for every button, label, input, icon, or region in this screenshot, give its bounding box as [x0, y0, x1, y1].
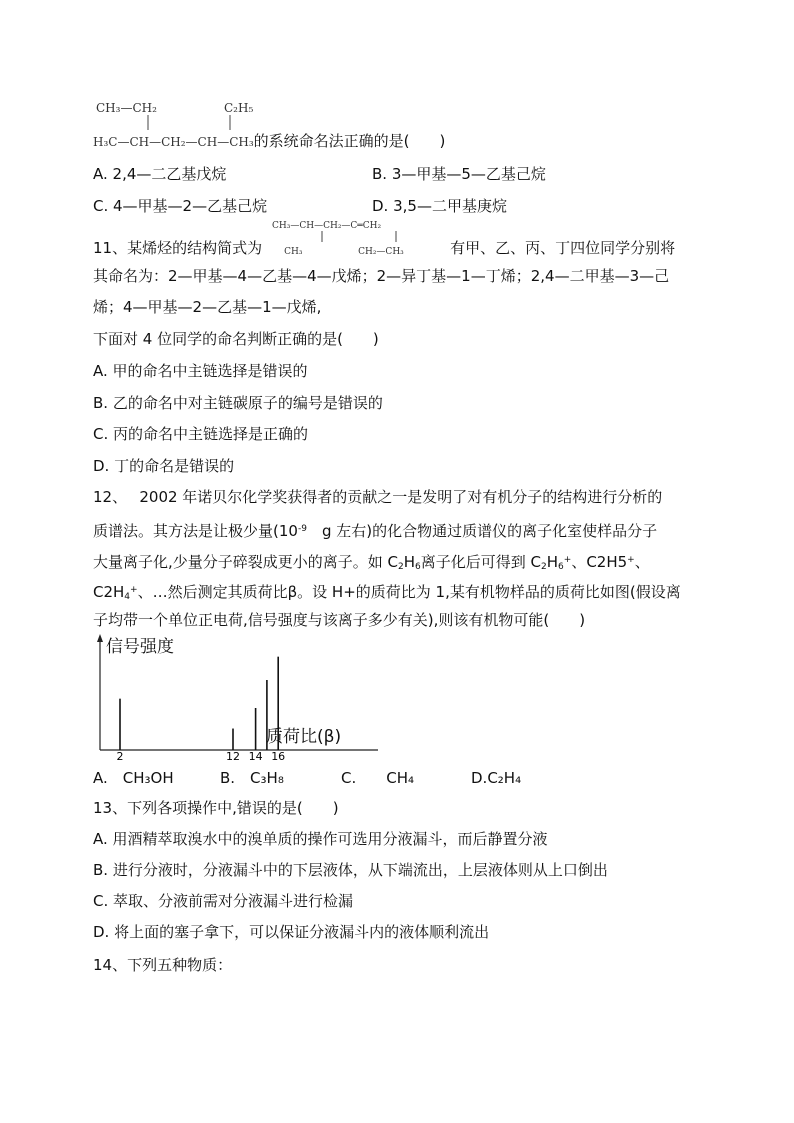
q12-line-3-d: H [546, 553, 559, 571]
q10-option-a: A. 2,4—二乙基戊烷 [93, 165, 227, 183]
q11-formula-gap [262, 238, 450, 258]
x-tick-label-2: 2 [116, 750, 124, 762]
q12-sub-2a: 2 [398, 562, 404, 572]
q14-stem: 14、下列五种物质： [93, 956, 233, 974]
q12-line-2-a: 质谱法。其方法是让极少量(10 [93, 522, 298, 540]
q12-option-c: C. CH₄ [341, 769, 415, 787]
q12-line-2-b: g 左右)的化合物通过质谱仪的离子化室使样品分子 [306, 522, 658, 540]
q12-line-3-b: H [403, 553, 416, 571]
q11-option-c: C. 丙的命名中主链选择是正确的 [93, 425, 309, 443]
q12-line-2-sup: -9 [297, 524, 307, 534]
q12-line-5: 子均带一个单位正电荷,信号强度与该离子多少有关),则该有机物可能( ) [93, 611, 586, 629]
q10-formula-top-right: C₂H₅ [224, 101, 254, 115]
q13-option-a: A. 用酒精萃取溴水中的溴单质的操作可选用分液漏斗，而后静置分液 [93, 830, 548, 848]
q12-line-1: 12、 2002 年诺贝尔化学奖获得者的贡献之一是发明了对有机分子的结构进行分析的 [93, 488, 663, 506]
q13-option-b: B. 进行分液时，分液漏斗中的下层液体，从下端流出，上层液体则从上口倒出 [93, 861, 608, 879]
q11-line-4: 下面对 4 位同学的命名判断正确的是( ) [93, 330, 379, 348]
q13-option-d: D. 将上面的塞子拿下，可以保证分液漏斗内的液体顺利流出 [93, 923, 490, 941]
q10-option-b: B. 3—甲基—5—乙基己烷 [372, 165, 546, 183]
q12-sub-2b: 2 [541, 562, 547, 572]
q12-sup-plus-a: + [563, 555, 572, 565]
q12-line-3-e: 、C2H5 [571, 553, 628, 571]
q13-option-c: C. 萃取、分液前需对分液漏斗进行检漏 [93, 892, 354, 910]
x-tick-label-14: 14 [248, 750, 263, 762]
q11-formula-bottom-left: CH₃ [284, 247, 303, 257]
y-axis-label: 信号强度 [106, 637, 174, 657]
q12-option-b: B. C₃H₈ [220, 769, 284, 787]
q12-line-4-b: 、…然后测定其质荷比β。设 H+的质荷比为 1,某有机物样品的质荷比如图(假设离 [137, 583, 681, 601]
q12-sub-4: 4 [124, 592, 131, 602]
mass-spectrum-chart [88, 632, 388, 766]
q12-line-3-c: 离子化后可得到 C [420, 553, 542, 571]
q11-line-2: 其命名为：2—甲基—4—乙基—4—戊烯；2—异丁基—1—丁烯；2,4—二甲基—3—己 [93, 267, 670, 285]
x-axis-label: 质荷比(β) [266, 727, 342, 747]
y-axis-arrow [97, 634, 103, 642]
q10-formula-top-left: CH₃—CH₂ [96, 101, 157, 115]
mass-spectrum-svg [88, 632, 388, 762]
x-tick-label-12: 12 [226, 750, 240, 762]
q11-stem-start: 11、某烯烃的结构简式为 [93, 239, 263, 257]
q10-branch-bonds [96, 113, 296, 133]
q12-line-4-a: C2H [93, 583, 125, 601]
q11-option-a: A. 甲的命名中主链选择是错误的 [93, 362, 308, 380]
q10-option-d: D. 3,5—二甲基庚烷 [372, 197, 507, 215]
q12-sub-6: 6 [415, 562, 421, 572]
q11-option-b: B. 乙的命名中对主链碳原子的编号是错误的 [93, 394, 383, 412]
q11-formula-top: CH₃—CH—CH₂—C═CH₂ [272, 221, 382, 231]
q11-formula-bottom-right: CH₂—CH₃ [358, 247, 404, 257]
q11-stem [93, 238, 675, 258]
q12-line-3-f: 、 [634, 553, 650, 571]
q10-option-c: C. 4—甲基—2—乙基己烷 [93, 197, 268, 215]
q12-sub-6b: 6 [558, 562, 564, 572]
q11-line-3: 烯；4—甲基—2—乙基—1—戊烯, [93, 298, 322, 316]
q12-sup-plus-c: + [130, 585, 138, 595]
q12-option-a: A. CH₃OH [93, 769, 174, 787]
q13-stem: 13、下列各项操作中,错误的是( ) [93, 799, 339, 817]
q12-line-3-a: 大量离子化,少量分子碎裂成更小的离子。如 C [93, 553, 399, 571]
q12-line-3 [93, 550, 650, 577]
x-tick-label-16: 16 [271, 750, 286, 762]
q12-option-d: D.C₂H₄ [471, 769, 522, 787]
q11-stem-end: 有甲、乙、丙、丁四位同学分别将 [450, 239, 676, 257]
q10-formula-main: H₃C—CH—CH₂—CH—CH₃ [93, 135, 254, 149]
q11-option-d: D. 丁的命名是错误的 [93, 457, 235, 475]
q12-sup-plus-b: + [627, 555, 635, 565]
q10-stem-text: 的系统命名法正确的是( ) [253, 132, 446, 150]
q12-line-2 [93, 519, 657, 541]
q10-stem [93, 131, 445, 152]
q12-line-4 [93, 580, 681, 607]
